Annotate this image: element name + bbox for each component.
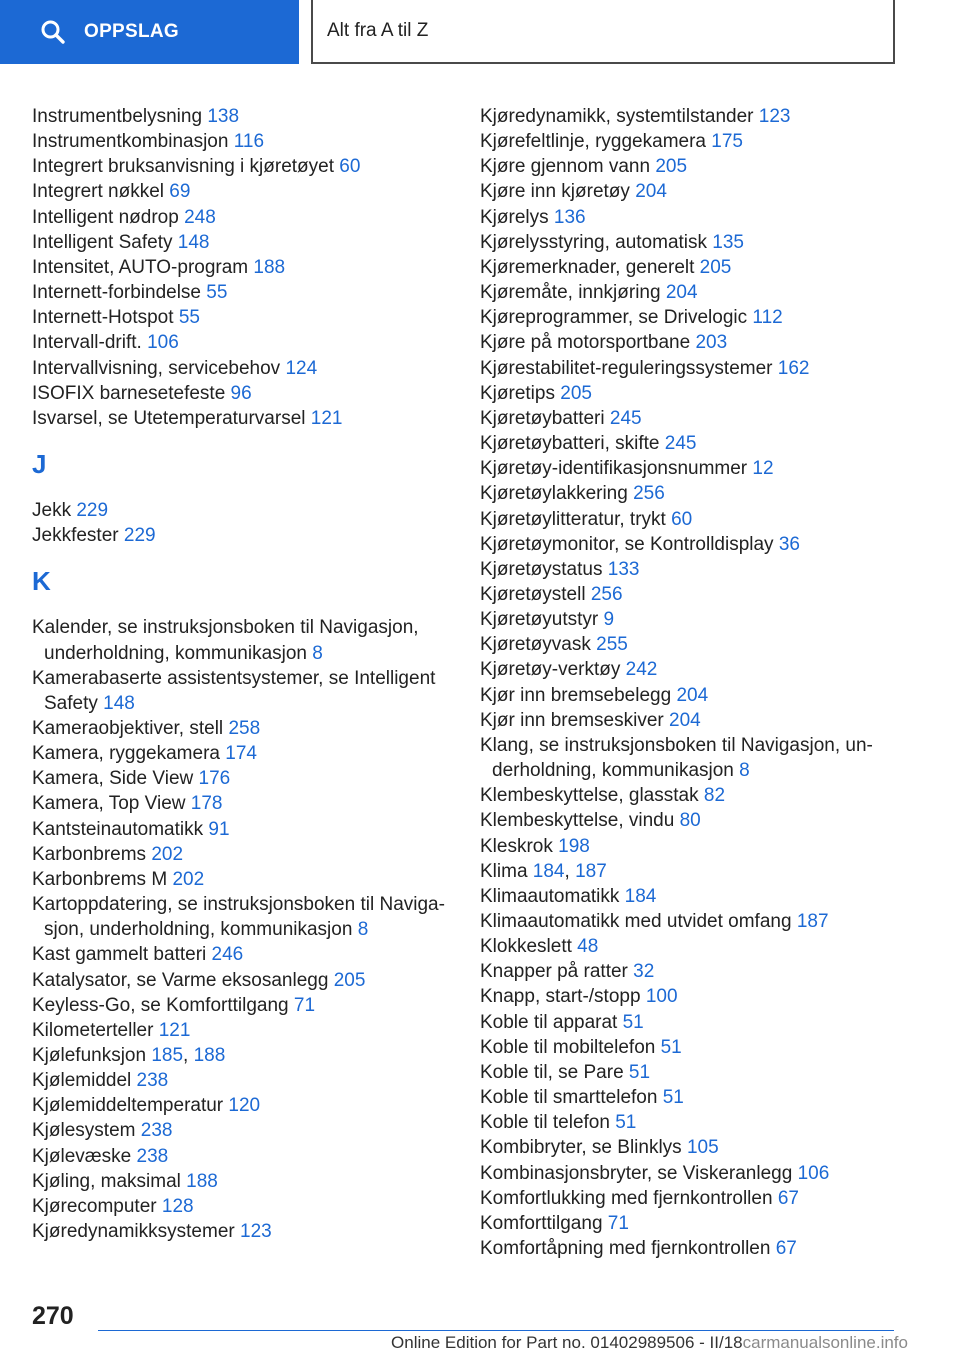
index-entry-text: Kjøretøystell	[480, 583, 586, 605]
page-link[interactable]: 202	[151, 843, 184, 865]
index-entry	[480, 179, 880, 204]
index-entry	[480, 255, 880, 280]
index-entry-text: Jekk	[32, 500, 72, 522]
footer-edition	[391, 1333, 908, 1353]
index-entry-text: Klimaautomatikk med utvidet omfang	[480, 911, 792, 932]
page-link[interactable]: 138	[207, 106, 240, 127]
index-entry-text: Kjøremerknader, generelt	[480, 256, 695, 278]
index-entry	[32, 280, 450, 305]
index-entry-text: Kilometerteller	[32, 1019, 154, 1041]
index-entry-text: Instrumentbelysning	[32, 106, 203, 127]
index-entry	[480, 683, 880, 708]
index-entry	[32, 255, 450, 280]
index-entry-text: Kartoppdatering, se instruksjonsboken til Naviga-	[32, 894, 445, 916]
index-entry-continuation: derholdning, kommunikasjon	[492, 760, 734, 782]
index-column-right	[480, 104, 880, 1261]
page-link[interactable]: 106	[147, 332, 179, 354]
page-link[interactable]: 175	[711, 131, 743, 153]
page-link[interactable]: 258	[228, 717, 261, 739]
page-link[interactable]: 203	[695, 332, 728, 354]
index-entry	[32, 842, 450, 867]
page-link[interactable]: 178	[190, 793, 223, 815]
index-entry-text: Kjøling, maksimal	[32, 1170, 181, 1192]
index-entry	[480, 104, 880, 129]
page-link[interactable]: 67	[775, 1238, 797, 1260]
index-entry-text: Kjørestabilitet-reguleringssystemer	[480, 357, 773, 379]
index-entry-text: Kjøretøyutstyr	[480, 609, 599, 631]
index-entry-text: Koble til apparat	[480, 1011, 618, 1033]
page-link[interactable]: 229	[123, 525, 156, 547]
index-entry	[32, 791, 450, 816]
search-icon	[40, 19, 66, 45]
breadcrumb-tab[interactable]	[311, 0, 895, 64]
index-entry	[480, 934, 880, 959]
page-link[interactable]: 188	[186, 1170, 218, 1192]
page-link[interactable]: 187	[796, 911, 829, 932]
page-link[interactable]: 51	[662, 1087, 684, 1109]
index-entry	[32, 615, 450, 665]
index-entry	[480, 1211, 880, 1236]
index-entry	[480, 1135, 880, 1160]
index-entry	[32, 205, 450, 230]
index-entry	[480, 205, 880, 230]
index-entry-text: Knapp, start-/stopp	[480, 986, 641, 1008]
index-entry-text: Kjøre gjennom vann	[480, 156, 651, 178]
index-entry-text: Kjøretøylitteratur, trykt	[480, 508, 666, 530]
page-link[interactable]: 245	[664, 433, 697, 455]
page-link[interactable]: 48	[577, 936, 599, 958]
index-entry-text: Kleskrok	[480, 835, 553, 857]
index-entry-text: Klembeskyttelse, glasstak	[480, 785, 699, 807]
index-entry-text: Intervall-drift.	[32, 332, 142, 354]
index-entry-text: Klimaautomatikk	[480, 885, 620, 907]
index-entry	[480, 230, 880, 255]
index-entry	[480, 356, 880, 381]
page-number: 270	[32, 1302, 74, 1330]
index-entry	[480, 381, 880, 406]
page-link[interactable]: 128	[161, 1195, 194, 1217]
page-link[interactable]: 246	[211, 944, 244, 966]
page-link[interactable]: 135	[712, 231, 744, 253]
page-link[interactable]: 184	[624, 885, 657, 907]
page-link[interactable]: 82	[703, 785, 726, 807]
index-column-left	[32, 104, 450, 1244]
index-entry-text: Kast gammelt batteri	[32, 944, 207, 966]
page-link[interactable]: 174	[225, 743, 257, 765]
page-link[interactable]: 8	[357, 919, 369, 941]
index-entry	[32, 666, 450, 716]
index-entry	[480, 1060, 880, 1085]
search-tab[interactable]	[0, 0, 299, 64]
page-link[interactable]: 106	[797, 1162, 830, 1184]
index-entry-text: Isvarsel, se Utetemperaturvarsel	[32, 407, 306, 429]
index-entry-text: Kjølefunksjon	[32, 1045, 147, 1066]
index-entry-text: Komfortåpning med fjernkontrollen	[480, 1238, 771, 1260]
page-link[interactable]: 96	[230, 382, 252, 404]
page-link[interactable]: 205	[655, 156, 688, 178]
index-entry-text: Klima	[480, 860, 528, 882]
index-entry-text: Kjøretøybatteri	[480, 407, 605, 429]
index-entry-text: Intensitet, AUTO-program	[32, 256, 249, 278]
index-entry-text: Kjørelys	[480, 206, 549, 228]
index-entry-text: Instrumentkombinasjon	[32, 131, 229, 153]
index-entry	[480, 708, 880, 733]
search-tab-label: OPPSLAG	[84, 21, 180, 42]
index-entry	[480, 1035, 880, 1060]
index-entry-text: Kjøretøymonitor, se Kontrolldisplay	[480, 533, 774, 555]
page-link[interactable]: 71	[293, 994, 316, 1016]
index-entry-text: Kjøretips	[480, 382, 555, 404]
index-entry-continuation: Safety	[44, 692, 98, 714]
index-entry-text: Kamera, Top View	[32, 793, 186, 815]
index-entry-text: Kjøretøy-verktøy	[480, 659, 621, 681]
index-entry	[32, 1219, 450, 1244]
page-link[interactable]: 36	[778, 533, 800, 555]
page-link[interactable]: 148	[103, 692, 135, 714]
index-entry-text: Kjørefeltlinje, ryggekamera	[480, 131, 706, 153]
index-entry	[32, 817, 450, 842]
page-link[interactable]: 8	[312, 642, 323, 664]
page-link[interactable]: 205	[333, 969, 366, 991]
index-entry-text: Kamera, Side View	[32, 768, 194, 790]
index-entry-text: Jekkfester	[32, 525, 119, 547]
index-entry-text: Kjølesystem	[32, 1120, 136, 1142]
page-link[interactable]: 80	[679, 810, 701, 832]
index-entry	[480, 305, 880, 330]
page-link[interactable]: 51	[628, 1061, 651, 1083]
page-link[interactable]: 67	[777, 1187, 799, 1209]
index-entry	[480, 431, 880, 456]
index-entry-text: Kjøredynamikk, systemtilstander	[480, 106, 754, 127]
page-link[interactable]: 100	[645, 986, 678, 1008]
index-entry-text: Koble til mobiltelefon	[480, 1036, 656, 1058]
index-entry-text: ISOFIX barnesetefeste	[32, 382, 226, 404]
index-entry-text: Karbonbrems	[32, 843, 147, 865]
index-entry	[32, 993, 450, 1018]
index-entry-text: Intelligent nødrop	[32, 206, 179, 228]
index-entry-text: Intervallvisning, servicebehov	[32, 357, 281, 379]
index-entry-text: Katalysator, se Varme eksosanlegg	[32, 969, 329, 991]
index-entry-text: Klokkeslett	[480, 936, 572, 958]
index-entry-text: Kjøretøylakkering	[480, 483, 628, 505]
index-entry	[32, 968, 450, 993]
index-entry	[32, 867, 450, 892]
page-link[interactable]: 204	[676, 684, 709, 706]
page-link[interactable]: 185	[151, 1045, 184, 1066]
page-link[interactable]: 55	[178, 307, 200, 329]
footer-brand: carmanualsonline.info	[742, 1333, 908, 1352]
page-link[interactable]: 60	[671, 508, 693, 530]
index-entry	[480, 129, 880, 154]
index-entry-text: Karbonbrems M	[32, 868, 168, 890]
index-entry-text: Kjøre på motorsportbane	[480, 332, 691, 354]
index-entry	[480, 1010, 880, 1035]
page-link[interactable]: 12	[752, 458, 774, 480]
index-entry	[480, 808, 880, 833]
index-entry-text: Internett-forbindelse	[32, 282, 201, 304]
page-link[interactable]: 55	[206, 282, 228, 304]
index-entry-text: Klembeskyttelse, vindu	[480, 810, 675, 832]
page-link[interactable]: 148	[177, 231, 210, 253]
index-entry-text: Koble til telefon	[480, 1112, 610, 1134]
page-link[interactable]: 91	[208, 818, 230, 840]
index-entry	[480, 154, 880, 179]
page-link[interactable]: 202	[172, 868, 205, 890]
index-entry	[32, 523, 450, 548]
index-entry	[32, 381, 450, 406]
index-entry: Kjølefunksjon 185, 188	[32, 1045, 226, 1066]
page-link[interactable]: 205	[699, 256, 732, 278]
index-entry	[480, 783, 880, 808]
index-entry-text: Kameraobjektiver, stell	[32, 717, 224, 739]
page-link[interactable]: 238	[136, 1145, 169, 1167]
breadcrumb-label: Alt fra A til Z	[327, 20, 429, 41]
index-entry	[32, 1194, 450, 1219]
page-link[interactable]: 9	[603, 609, 615, 631]
index-entry	[32, 1068, 450, 1093]
index-entry-text: Integrert bruksanvisning i kjøretøyet	[32, 156, 335, 178]
index-entry	[480, 733, 880, 783]
section-letter: J	[32, 449, 47, 480]
page-link[interactable]: 198	[558, 835, 590, 857]
index-entry	[480, 456, 880, 481]
index-entry	[480, 909, 880, 934]
index-entry	[32, 104, 450, 129]
index-entry	[32, 716, 450, 741]
index-entry-text: Kombibryter, se Blinklys	[480, 1137, 682, 1159]
footer-divider	[98, 1330, 894, 1331]
index-entry	[32, 741, 450, 766]
index-entry	[32, 766, 450, 791]
index-entry	[480, 1161, 880, 1186]
page-link[interactable]: 133	[607, 558, 640, 580]
index-entry	[32, 356, 450, 381]
footer-edition-text: Online Edition for Part no. 01402989506 - II/18	[391, 1333, 743, 1352]
index-entry-text: Kalender, se instruksjonsboken til Navigasjon,	[32, 617, 419, 639]
index-entry-text: Intelligent Safety	[32, 231, 173, 253]
page-link[interactable]: 256	[590, 583, 623, 605]
page-link[interactable]: 121	[158, 1019, 191, 1041]
page-link[interactable]: 60	[339, 156, 361, 178]
index-entry-text: Keyless-Go, se Komforttilgang	[32, 994, 289, 1016]
index-entry: Klima 184, 187	[480, 860, 607, 882]
page-link[interactable]: 32	[633, 961, 655, 983]
index-entry	[480, 1186, 880, 1211]
page-link[interactable]: 8	[739, 760, 750, 782]
index-entry-text: Kjør inn bremsebelegg	[480, 684, 672, 706]
page-link[interactable]: 238	[136, 1070, 169, 1092]
index-entry-text: Kjøre inn kjøretøy	[480, 181, 630, 203]
page-link[interactable]: 51	[622, 1011, 644, 1033]
page-link[interactable]: 51	[660, 1036, 682, 1058]
index-entry	[480, 481, 880, 506]
index-entry	[480, 1085, 880, 1110]
index-entry	[32, 1144, 450, 1169]
page-link[interactable]: 204	[635, 181, 667, 203]
index-entry	[480, 959, 880, 984]
index-entry-continuation: underholdning, kommunikasjon	[44, 642, 307, 664]
index-entry-text: Kjøreprogrammer, se Drivelogic	[480, 307, 748, 329]
index-entry	[32, 330, 450, 355]
index-entry	[32, 154, 450, 179]
page-link[interactable]: 245	[609, 407, 642, 429]
index-entry-text: Komforttilgang	[480, 1212, 603, 1234]
index-entry	[480, 657, 880, 682]
index-entry-text: Koble til, se Pare	[480, 1061, 624, 1083]
index-entry	[32, 230, 450, 255]
index-entry-text: Klang, se instruksjonsboken til Navigasjon, un-	[480, 734, 873, 756]
index-entry	[480, 582, 880, 607]
index-entry	[480, 280, 880, 305]
page-link[interactable]: 124	[285, 357, 318, 379]
page-link[interactable]: 187	[575, 860, 607, 882]
page-link[interactable]: 71	[607, 1212, 629, 1234]
page-link[interactable]: 188	[253, 256, 286, 278]
index-entry-text: Kjølemiddeltemperatur	[32, 1095, 224, 1117]
page-link[interactable]: 238	[140, 1120, 173, 1142]
page-link[interactable]: 123	[758, 106, 791, 127]
index-entry-text: Internett-Hotspot	[32, 307, 174, 329]
index-entry	[480, 1236, 880, 1261]
page-link[interactable]: 204	[669, 709, 701, 731]
index-entry-text: Kjøretøy-identifikasjonsnummer	[480, 458, 748, 480]
index-entry	[480, 884, 880, 909]
index-entry-text: Kamera, ryggekamera	[32, 743, 220, 765]
page-link[interactable]: 116	[233, 131, 265, 153]
index-entry	[32, 1169, 450, 1194]
page-link[interactable]: 248	[184, 206, 216, 228]
index-entry-text: Integrert nøkkel	[32, 181, 164, 203]
index-entry-text: Kjøretøyvask	[480, 634, 591, 656]
index-entry-text: Kjøremåte, innkjøring	[480, 282, 661, 304]
page-link[interactable]: 51	[615, 1112, 637, 1134]
page-link[interactable]: 255	[596, 634, 628, 656]
page-link[interactable]: 120	[228, 1095, 261, 1117]
index-entry	[480, 984, 880, 1009]
index-entry	[32, 1018, 450, 1043]
header	[0, 0, 960, 66]
index-entry-text: Kjøretøystatus	[480, 558, 603, 580]
index-entry	[32, 1118, 450, 1143]
index-entry	[32, 892, 450, 942]
index-entry-text: Kantsteinautomatikk	[32, 818, 204, 840]
page-link[interactable]: 176	[198, 768, 231, 790]
page-link[interactable]: 242	[625, 659, 658, 681]
index-entry	[480, 1110, 880, 1135]
index-entry-text: Komfortlukking med fjernkontrollen	[480, 1187, 773, 1209]
page-link[interactable]: 105	[686, 1137, 719, 1159]
index-entry-text: Kombinasjonsbryter, se Viskeranlegg	[480, 1162, 793, 1184]
index-entry	[480, 834, 880, 859]
index-entry-text: Kjøretøybatteri, skifte	[480, 433, 660, 455]
index-entry	[480, 330, 880, 355]
index-entry	[480, 607, 880, 632]
index-entry	[32, 179, 450, 204]
index-entry	[480, 557, 880, 582]
page-link[interactable]: 162	[777, 357, 810, 379]
section-letter: K	[32, 566, 51, 597]
index-entry-text: Kjørelysstyring, automatisk	[480, 231, 708, 253]
page-link[interactable]: 112	[752, 307, 783, 329]
page-link[interactable]: 121	[310, 407, 343, 429]
index-entry	[32, 305, 450, 330]
index-entry-text: Kjølevæske	[32, 1145, 132, 1167]
page-link[interactable]: 204	[665, 282, 698, 304]
index-entry-text: Kjørecomputer	[32, 1195, 157, 1217]
page-link[interactable]: 184	[532, 860, 565, 882]
index-entry-text: Kjøredynamikksystemer	[32, 1221, 235, 1243]
index-entry	[480, 507, 880, 532]
page-link[interactable]: 256	[633, 483, 665, 505]
index-entry	[480, 532, 880, 557]
index-entry	[480, 406, 880, 431]
page-link[interactable]: 205	[560, 382, 592, 404]
index-entry	[480, 632, 880, 657]
page-link[interactable]: 136	[553, 206, 586, 228]
index-entry-text: Koble til smarttelefon	[480, 1087, 658, 1109]
page-link[interactable]: 123	[240, 1221, 272, 1243]
index-entry	[32, 498, 450, 523]
page-link[interactable]: 188	[193, 1045, 226, 1066]
index-entry-text: Kjør inn bremseskiver	[480, 709, 664, 731]
index-entry	[32, 129, 450, 154]
index-entry	[32, 406, 450, 431]
index-entry-continuation: sjon, underholdning, kommunikasjon	[44, 919, 353, 941]
index-entry	[32, 942, 450, 967]
index-entry-text: Kjølemiddel	[32, 1070, 132, 1092]
page-link[interactable]: 69	[169, 181, 191, 203]
index-entry-text: Kamerabaserte assistentsystemer, se Intelligent	[32, 667, 436, 689]
page-link[interactable]: 229	[76, 500, 109, 522]
index-entry-text: Knapper på ratter	[480, 961, 628, 983]
index-entry	[32, 1093, 450, 1118]
